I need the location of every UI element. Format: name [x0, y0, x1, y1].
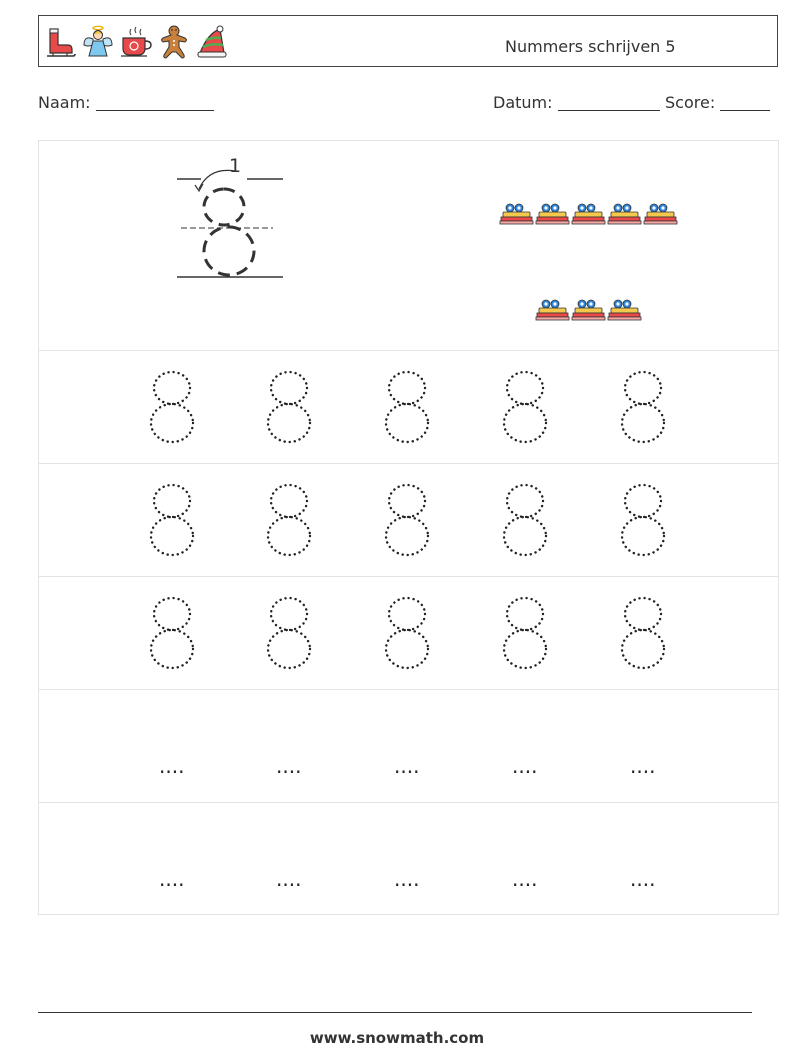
- trace-digit-cell[interactable]: [147, 595, 207, 675]
- score-label: Score:: [665, 93, 716, 112]
- trace-digit-cell[interactable]: [264, 369, 324, 449]
- answer-blank[interactable]: ....: [512, 867, 538, 891]
- date-field: [493, 93, 660, 112]
- counter-group-2: [535, 297, 642, 323]
- dotted-digit-8: [147, 595, 197, 671]
- worksheet-header: [38, 15, 778, 67]
- dotted-digit-8: [382, 369, 432, 445]
- trace-digit-cell[interactable]: [382, 595, 442, 675]
- dotted-digit-8: [264, 595, 314, 671]
- answer-blank[interactable]: ....: [630, 754, 656, 778]
- cake-with-candies-icon: [607, 201, 642, 227]
- dotted-digit-8: [500, 482, 550, 558]
- trace-digit-cell[interactable]: [382, 369, 442, 449]
- dotted-digit-8: [382, 482, 432, 558]
- hot-drink-cup-icon: [119, 23, 153, 61]
- trace-digit-cell[interactable]: [382, 482, 442, 562]
- trace-digit-cell[interactable]: [618, 595, 678, 675]
- trace-digit-cell[interactable]: [147, 369, 207, 449]
- date-blank[interactable]: [558, 94, 660, 111]
- cake-with-candies-icon: [643, 201, 678, 227]
- trace-digit-cell[interactable]: [264, 595, 324, 675]
- answer-blank[interactable]: ....: [276, 867, 302, 891]
- dotted-digit-8: [618, 595, 668, 671]
- counter-group-1: [499, 201, 678, 227]
- cake-with-candies-icon: [607, 297, 642, 323]
- answer-blank[interactable]: ....: [159, 754, 185, 778]
- stroke-order-number: 1: [229, 155, 242, 177]
- cake-with-candies-icon: [571, 297, 606, 323]
- answer-blank[interactable]: ....: [276, 754, 302, 778]
- trace-digit-cell[interactable]: [618, 482, 678, 562]
- trace-digit-cell[interactable]: [618, 369, 678, 449]
- score-field: [665, 93, 770, 112]
- answer-blank[interactable]: ....: [394, 754, 420, 778]
- cake-with-candies-icon: [535, 201, 570, 227]
- dotted-digit-8: [264, 369, 314, 445]
- date-label: Datum:: [493, 93, 553, 112]
- dotted-digit-8: [500, 369, 550, 445]
- name-label: Naam:: [38, 93, 91, 112]
- footer-divider: [38, 1012, 752, 1013]
- trace-digit-cell[interactable]: [500, 369, 560, 449]
- answer-blank[interactable]: ....: [159, 867, 185, 891]
- dotted-digit-8: [147, 482, 197, 558]
- ice-skate-icon: [43, 23, 77, 61]
- trace-digit-cell[interactable]: [500, 595, 560, 675]
- answer-blank[interactable]: ....: [512, 754, 538, 778]
- elf-hat-icon: [195, 23, 229, 61]
- example-row: [39, 141, 778, 350]
- worksheet-grid: [38, 140, 779, 915]
- name-field: [38, 93, 214, 112]
- dotted-digit-8: [500, 595, 550, 671]
- score-blank[interactable]: [720, 94, 770, 111]
- trace-row: [39, 463, 778, 576]
- name-blank[interactable]: [96, 94, 214, 111]
- cake-with-candies-icon: [571, 201, 606, 227]
- dotted-digit-8: [264, 482, 314, 558]
- trace-row: [39, 576, 778, 689]
- gingerbread-man-icon: [157, 23, 191, 61]
- answer-blank[interactable]: ....: [630, 867, 656, 891]
- trace-digit-cell[interactable]: [147, 482, 207, 562]
- angel-icon: [81, 23, 115, 61]
- dotted-digit-8: [147, 369, 197, 445]
- header-icon-strip: [43, 23, 229, 61]
- answer-blank[interactable]: ....: [394, 867, 420, 891]
- footer-website[interactable]: www.snowmath.com: [309, 1029, 485, 1047]
- answer-row: [39, 802, 778, 915]
- trace-row: [39, 350, 778, 463]
- trace-digit-cell[interactable]: [500, 482, 560, 562]
- worksheet-title: Nummers schrijven 5: [505, 37, 676, 56]
- dotted-digit-8: [382, 595, 432, 671]
- answer-row: [39, 689, 778, 802]
- trace-digit-cell[interactable]: [264, 482, 324, 562]
- cake-with-candies-icon: [499, 201, 534, 227]
- dotted-digit-8: [618, 369, 668, 445]
- dotted-digit-8: [618, 482, 668, 558]
- cake-with-candies-icon: [535, 297, 570, 323]
